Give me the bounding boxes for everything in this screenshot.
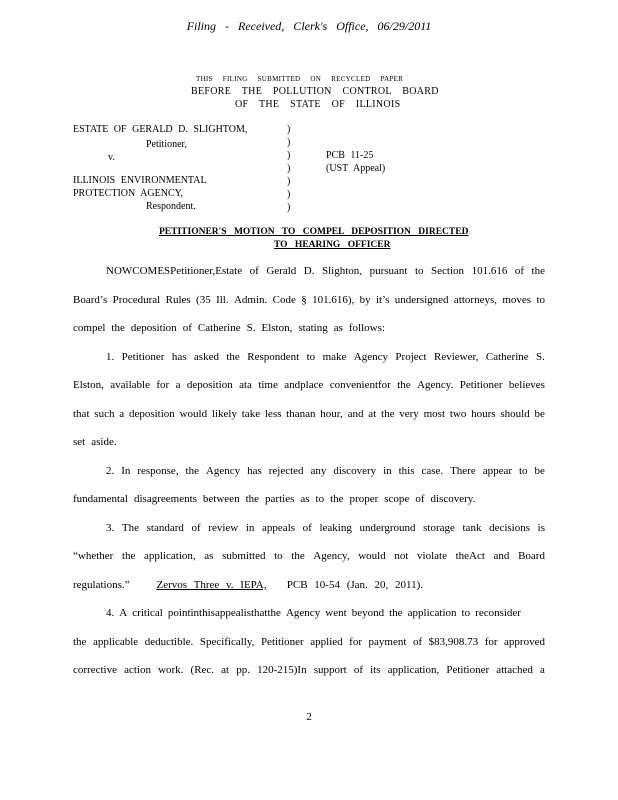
word: Rules [165,294,191,306]
respondent-role: Respondent. [146,201,196,212]
word: attached [496,664,533,676]
word: such [94,408,115,420]
word: payment [368,636,407,648]
word: not [394,550,409,562]
word: Code [272,294,296,306]
page-number: 2 [306,711,312,723]
word: of [415,493,425,505]
word: Petitioner [260,636,304,648]
word: this [398,465,415,477]
word: Agency. [417,379,454,391]
petitioner-name: ESTATE OF GERALD D. SLIGHTOM, [73,124,248,135]
word: work. [158,664,184,676]
word: submitted [222,550,266,562]
word: the [121,550,136,562]
word: (Rec. [190,664,215,676]
body-line [106,522,545,534]
case-number: PCB 11-25 [326,150,374,161]
word: for [156,379,170,391]
word: 4. [106,607,115,619]
word: a [540,664,545,676]
word: at [368,408,377,420]
versus: v. [108,152,115,163]
word: should [500,408,530,420]
word: NOWCOMESPetitioner,Estate [106,265,243,277]
word: the [330,493,344,505]
word: the [245,493,260,505]
case-citation: Zervos Three v. IEPA, [156,579,267,591]
word: convenientfor [329,379,391,391]
word: application, [387,664,440,676]
word: the [291,550,305,562]
board-title-line2: OF THE STATE OF ILLINOIS [235,99,401,110]
body-line [73,493,545,505]
word: Specifically, [199,636,255,648]
word: two [449,408,467,420]
word: as [333,322,343,334]
word: very [399,408,419,420]
word: fundamental [73,493,128,505]
case-type: (UST Appeal) [326,163,386,174]
word: to [274,550,283,562]
word: by [359,294,371,306]
word: standard [146,522,184,534]
word: the [185,465,199,477]
word: beyond [351,607,385,619]
word: to [315,493,325,505]
word: make [322,351,347,363]
word: and [347,408,364,420]
body-line [73,408,545,420]
word: discovery [333,465,377,477]
word: application [407,607,457,619]
word: violate [417,550,447,562]
word: to [414,265,424,277]
word: andplace [284,379,324,391]
word: of [302,522,312,534]
word: the [389,607,403,619]
word: be [534,408,545,420]
motion-title-line1: PETITIONER'S MOTION TO COMPEL DEPOSITION DIRECTED [159,227,469,237]
word: 3. [106,522,115,534]
motion-title-text: TO HEARING OFFICER [274,240,391,250]
word: storage [423,522,455,534]
body-line [73,636,545,648]
word: the [226,351,240,363]
word: Respondent [247,351,300,363]
word: In [121,465,131,477]
word: review [208,522,239,534]
filing-header: Filing - Received, Clerk's Office, 06/29/2011 [186,19,432,33]
word: decisions [489,522,531,534]
word: Agency, [313,550,350,562]
word: hours [471,408,496,420]
word: S. [536,351,545,363]
word: undersigned [394,294,449,306]
word: would [179,408,208,420]
word: case. [421,465,444,477]
word: Admin. [233,294,268,306]
word: it’s [375,294,390,306]
word: is [537,522,545,534]
word: available [110,379,150,391]
petitioner-role: Petitioner, [146,139,187,150]
word: has [171,351,187,363]
word: deposition [128,408,175,420]
word: deductible. [144,636,194,648]
word: Ill. [216,294,229,306]
caption-paren: ) [287,163,291,174]
word: deposition [130,322,177,334]
word: pursuant [369,265,408,277]
word: pp. [236,664,250,676]
word: Agency [353,351,389,363]
word: Petitioner [446,664,490,676]
word: aside. [91,436,117,448]
word: the [73,636,87,648]
word: Board [518,550,545,562]
word: went [325,607,347,619]
word: “whether [73,550,114,562]
word: The [121,522,139,534]
word: as [204,550,214,562]
word: follows: [348,322,385,334]
word: appeals [262,522,296,534]
word: of [191,522,201,534]
word: Elston, [73,379,104,391]
word: to [536,294,545,306]
word: Agency [205,465,241,477]
word: approved [504,636,545,648]
word: thanan [286,408,316,420]
body-line [106,265,545,277]
word: parties [265,493,295,505]
word: to [518,465,528,477]
word: moves [502,294,532,306]
word: 1. [106,351,115,363]
word: D. [303,265,315,277]
word: its [370,664,381,676]
word: A [119,607,128,619]
word: Catherine [197,322,241,334]
word: ata [239,379,252,391]
word: less [264,408,282,420]
word: Petitioner [459,379,503,391]
word: proper [349,493,379,505]
word: set [73,436,86,448]
body-line [73,436,545,448]
regulations-line [73,579,423,591]
word: for [349,636,362,648]
word: corrective [73,664,117,676]
word: action [124,664,151,676]
word: Project [395,351,427,363]
word: a [119,408,125,420]
word: compel [73,322,106,334]
word: tank [462,522,482,534]
word: rejected [268,465,304,477]
word: the [397,379,411,391]
respondent-name-line2: PROTECTION AGENCY, [73,188,184,199]
word: the [381,408,395,420]
word: theAct [455,550,485,562]
word: of [182,322,192,334]
word: leaking [319,522,352,534]
word: would [358,550,386,562]
word: in [383,465,392,477]
body-line [106,465,545,477]
word: stating [298,322,328,334]
word: Gerald [266,265,297,277]
word: believes [508,379,545,391]
word: applied [310,636,343,648]
caption-paren: ) [287,150,291,161]
word: (35 [196,294,211,306]
word: to [461,607,471,619]
body-line [73,550,545,562]
word: has [247,465,262,477]
word: between [202,493,240,505]
word: underground [359,522,416,534]
board-title-line1: BEFORE THE POLLUTION CONTROL BOARD [191,86,439,97]
word: the [111,322,125,334]
word: $83,908.73 [428,636,479,648]
body-line [106,607,521,619]
word: take [241,408,261,420]
caption-paren: ) [287,124,291,135]
word: of [249,265,259,277]
word: response, [137,465,179,477]
word: for [484,636,498,648]
word: to [306,351,316,363]
body-line [73,294,545,306]
word: Procedural [112,294,161,306]
word: § [301,294,307,306]
word: of [353,664,363,676]
word: pointinthisappealisthatthe [167,607,281,619]
word: 101.616), [312,294,355,306]
word: disagreements [133,493,197,505]
word: applicable [92,636,139,648]
body-line [73,664,545,676]
word: be [534,465,545,477]
word: in [245,522,255,534]
word: appear [482,465,512,477]
word: 101.616 [471,265,508,277]
respondent-name-line1: ILLINOIS ENVIRONMENTAL [73,175,207,186]
word: attorneys, [453,294,497,306]
word: Reviewer, [434,351,479,363]
body-line [73,322,545,334]
caption-paren: ) [287,137,291,148]
word: critical [132,607,163,619]
word: likely [211,408,237,420]
word: application, [144,550,196,562]
word: of [412,636,423,648]
word: Catherine [485,351,529,363]
word: discovery. [430,493,476,505]
word: Elston, [261,322,293,334]
citation-detail: PCB 10-54 (Jan. 20, 2011). [286,579,424,591]
word: 120-215)In [257,664,307,676]
word: Petitioner [121,351,165,363]
word: hour, [320,408,343,420]
recycled-notice: THIS FILING SUBMITTED ON RECYCLED PAPER [196,75,404,83]
word: most [423,408,446,420]
word: There [450,465,476,477]
word: at [221,664,230,676]
word: a [175,379,181,391]
caption-paren: ) [287,176,291,187]
word: deposition [186,379,233,391]
word: scope [384,493,410,505]
word: any [310,465,327,477]
word: 2. [106,465,115,477]
word: as [300,493,310,505]
body-line [73,379,545,391]
word: S. [246,322,256,334]
caption-paren: ) [287,189,291,200]
word: reconsider [475,607,521,619]
motion-title-line2 [274,240,390,250]
word: the [531,265,545,277]
word: Board’s [73,294,108,306]
body-line [106,351,545,363]
regulations-text: regulations.” [73,579,130,591]
word: time [258,379,278,391]
caption-paren: ) [287,202,291,213]
word: support [313,664,347,676]
word: that [73,408,90,420]
word: Slighton, [322,265,363,277]
word: Section [431,265,465,277]
word: and [493,550,510,562]
word: Agency [285,607,321,619]
word: of [514,265,524,277]
word: asked [193,351,219,363]
